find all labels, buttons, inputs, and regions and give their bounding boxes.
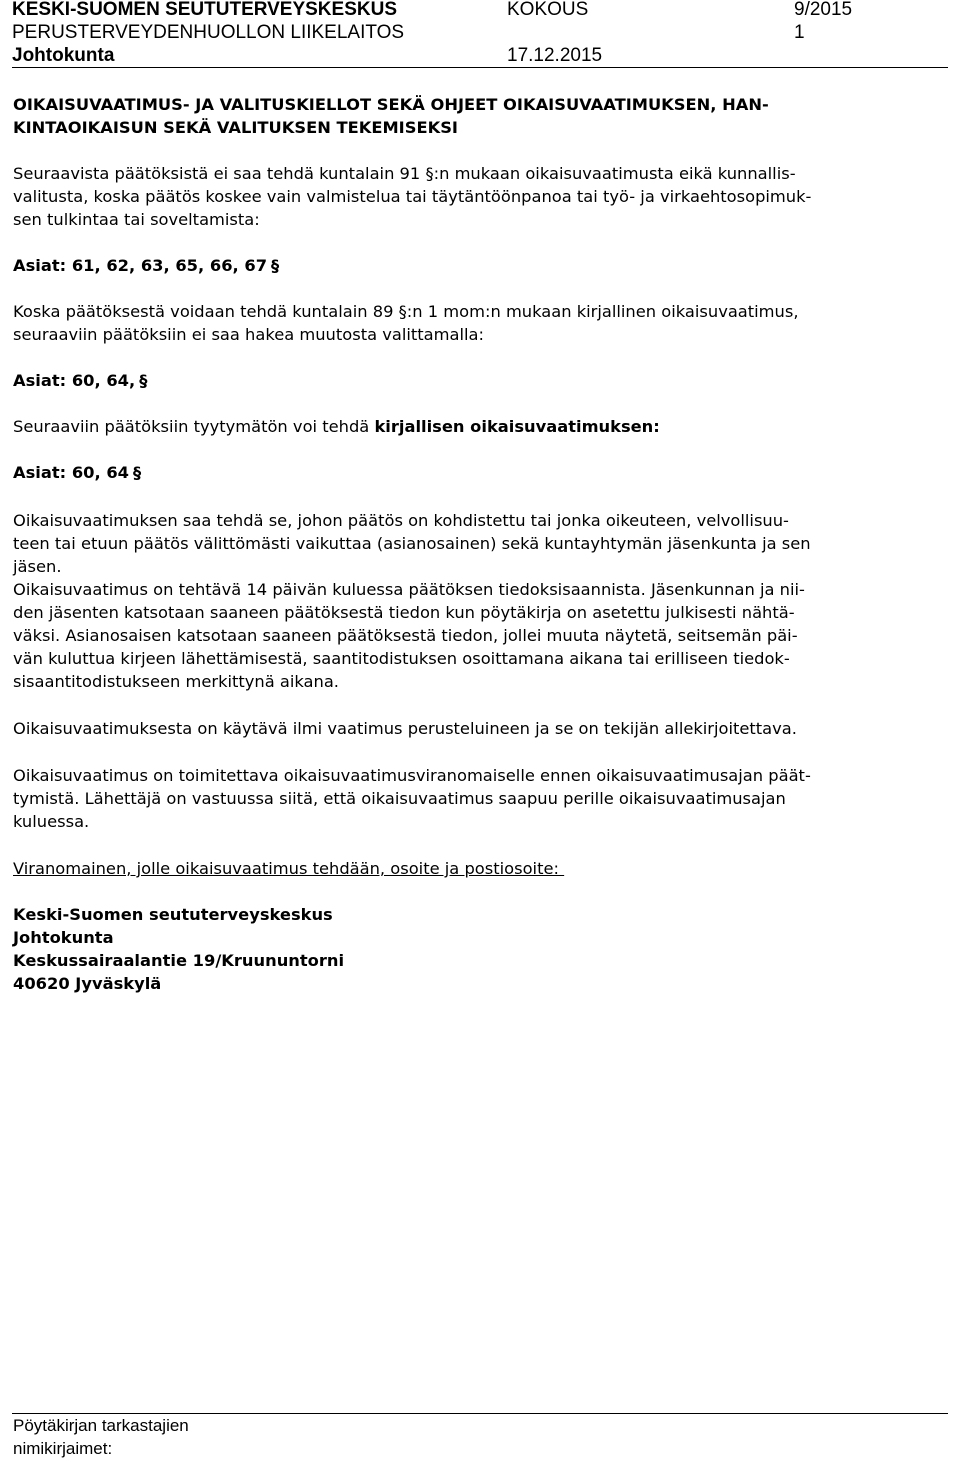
address-line-1: Keski-Suomen seututerveyskeskus [13,905,333,924]
para-3-plain: Seuraaviin päätöksiin tyytymätön voi tehdä [13,417,375,436]
section-sign: § [139,371,148,390]
para-4-line-7: vän kuluttua kirjeen lähettämisestä, saantitodistuksen osoittamana aikana tai erilliseen tiedok- [13,649,790,668]
para-4-line-5: den jäsenten katsotaan saaneen päätöksestä tiedon kun pöytäkirja on asetettu julkisesti nähtä- [13,603,795,622]
asiat-list-1-text: Asiat: 61, 62, 63, 65, 66, 67 [13,256,268,275]
header-meeting: KOKOUS [507,0,589,20]
section-sign: § [133,463,142,482]
footer-line-2: nimikirjaimet: [13,1439,113,1458]
para-1-line-3: sen tulkintaa tai soveltamista: [13,210,260,229]
section-sign: § [271,256,280,275]
asiat-list-1 [13,254,949,277]
para-6-line-2: tymistä. Lähettäjä on vastuussa siitä, että oikaisuvaatimus saapuu perille oikaisuvaatimusajan [13,789,786,808]
header-page-number: 1 [794,22,805,43]
address-heading [13,857,949,880]
asiat-list-2-text: Asiat: 60, 64, [13,371,136,390]
para-1-line-2: valitusta, koska päätös koskee vain valmistelua tai täytäntöönpanoa tai työ- ja virkaehtosopimuk- [13,187,812,206]
header-sub-org: PERUSTERVEYDENHUOLLON LIIKELAITOS [12,22,405,43]
address-heading-text: Viranomainen, jolle oikaisuvaatimus tehdään, osoite ja postiosoite: [13,859,565,878]
address-line-2: Johtokunta [13,928,114,947]
header-row-1 [12,0,853,21]
para-3 [13,415,949,438]
para-4-line-2: teen tai etuun päätös välittömästi vaikuttaa (asianosainen) sekä kuntayhtymän jäsenkunta ja sen [13,534,811,553]
para-3-bold: kirjallisen oikaisuvaatimuksen: [374,417,660,436]
doc-title-line-2: KINTAOIKAISUN SEKÄ VALITUKSEN TEKEMISEKSI [13,118,458,137]
footer-line-1: Pöytäkirjan tarkastajien [13,1416,189,1435]
para-4-line-4: Oikaisuvaatimus on tehtävä 14 päivän kuluessa päätöksen tiedoksisaannista. Jäsenkunnan ja nii- [13,580,805,599]
para-2-line-1: Koska päätöksestä voidaan tehdä kuntalain 89 §:n 1 mom:n mukaan kirjallinen oikaisuvaatimus, [13,302,799,321]
para-4-line-3: jäsen. [13,557,62,576]
para-6-line-1: Oikaisuvaatimus on toimitettava oikaisuvaatimusviranomaiselle ennen oikaisuvaatimusajan päät- [13,766,811,785]
asiat-list-3-text: Asiat: 60, 64 [13,463,129,482]
header-body-name: Johtokunta [12,45,115,66]
asiat-list-2 [13,369,949,392]
para-4-line-8: sisaantitodistukseen merkittynä aikana. [13,672,339,691]
doc-title-line-1: OIKAISUVAATIMUS- JA VALITUSKIELLOT SEKÄ OHJEET OIKAISUVAATIMUKSEN, HAN- [13,95,769,114]
address-line-4: 40620 Jyväskylä [13,974,162,993]
header-row-3 [12,45,603,67]
address-line-3: Keskussairaalantie 19/Kruununtorni [13,951,345,970]
header-date: 17.12.2015 [507,45,603,66]
para-4-line-6: väksi. Asianosaisen katsotaan saaneen päätöksestä tiedon, jollei muuta näytetä, seitsemän päi- [13,626,798,645]
para-5: Oikaisuvaatimuksesta on käytävä ilmi vaatimus perusteluineen ja se on tekijän allekirjoitettava. [13,719,797,738]
para-1-line-1: Seuraavista päätöksistä ei saa tehdä kuntalain 91 §:n mukaan oikaisuvaatimusta eikä kunnallis- [13,164,796,183]
para-2-line-2: seuraaviin päätöksiin ei saa hakea muutosta valittamalla: [13,325,484,344]
header-rule [12,67,948,68]
footer-rule [12,1413,948,1414]
para-4-line-1: Oikaisuvaatimuksen saa tehdä se, johon päätös on kohdistettu tai jonka oikeuteen, velvollisuu- [13,511,789,530]
header-row-2 [12,22,805,44]
header-org: KESKI-SUOMEN SEUTUTERVEYSKESKUS [12,0,397,20]
header-meeting-number: 9/2015 [794,0,853,20]
asiat-list-3 [13,461,949,484]
para-6-line-3: kuluessa. [13,812,90,831]
